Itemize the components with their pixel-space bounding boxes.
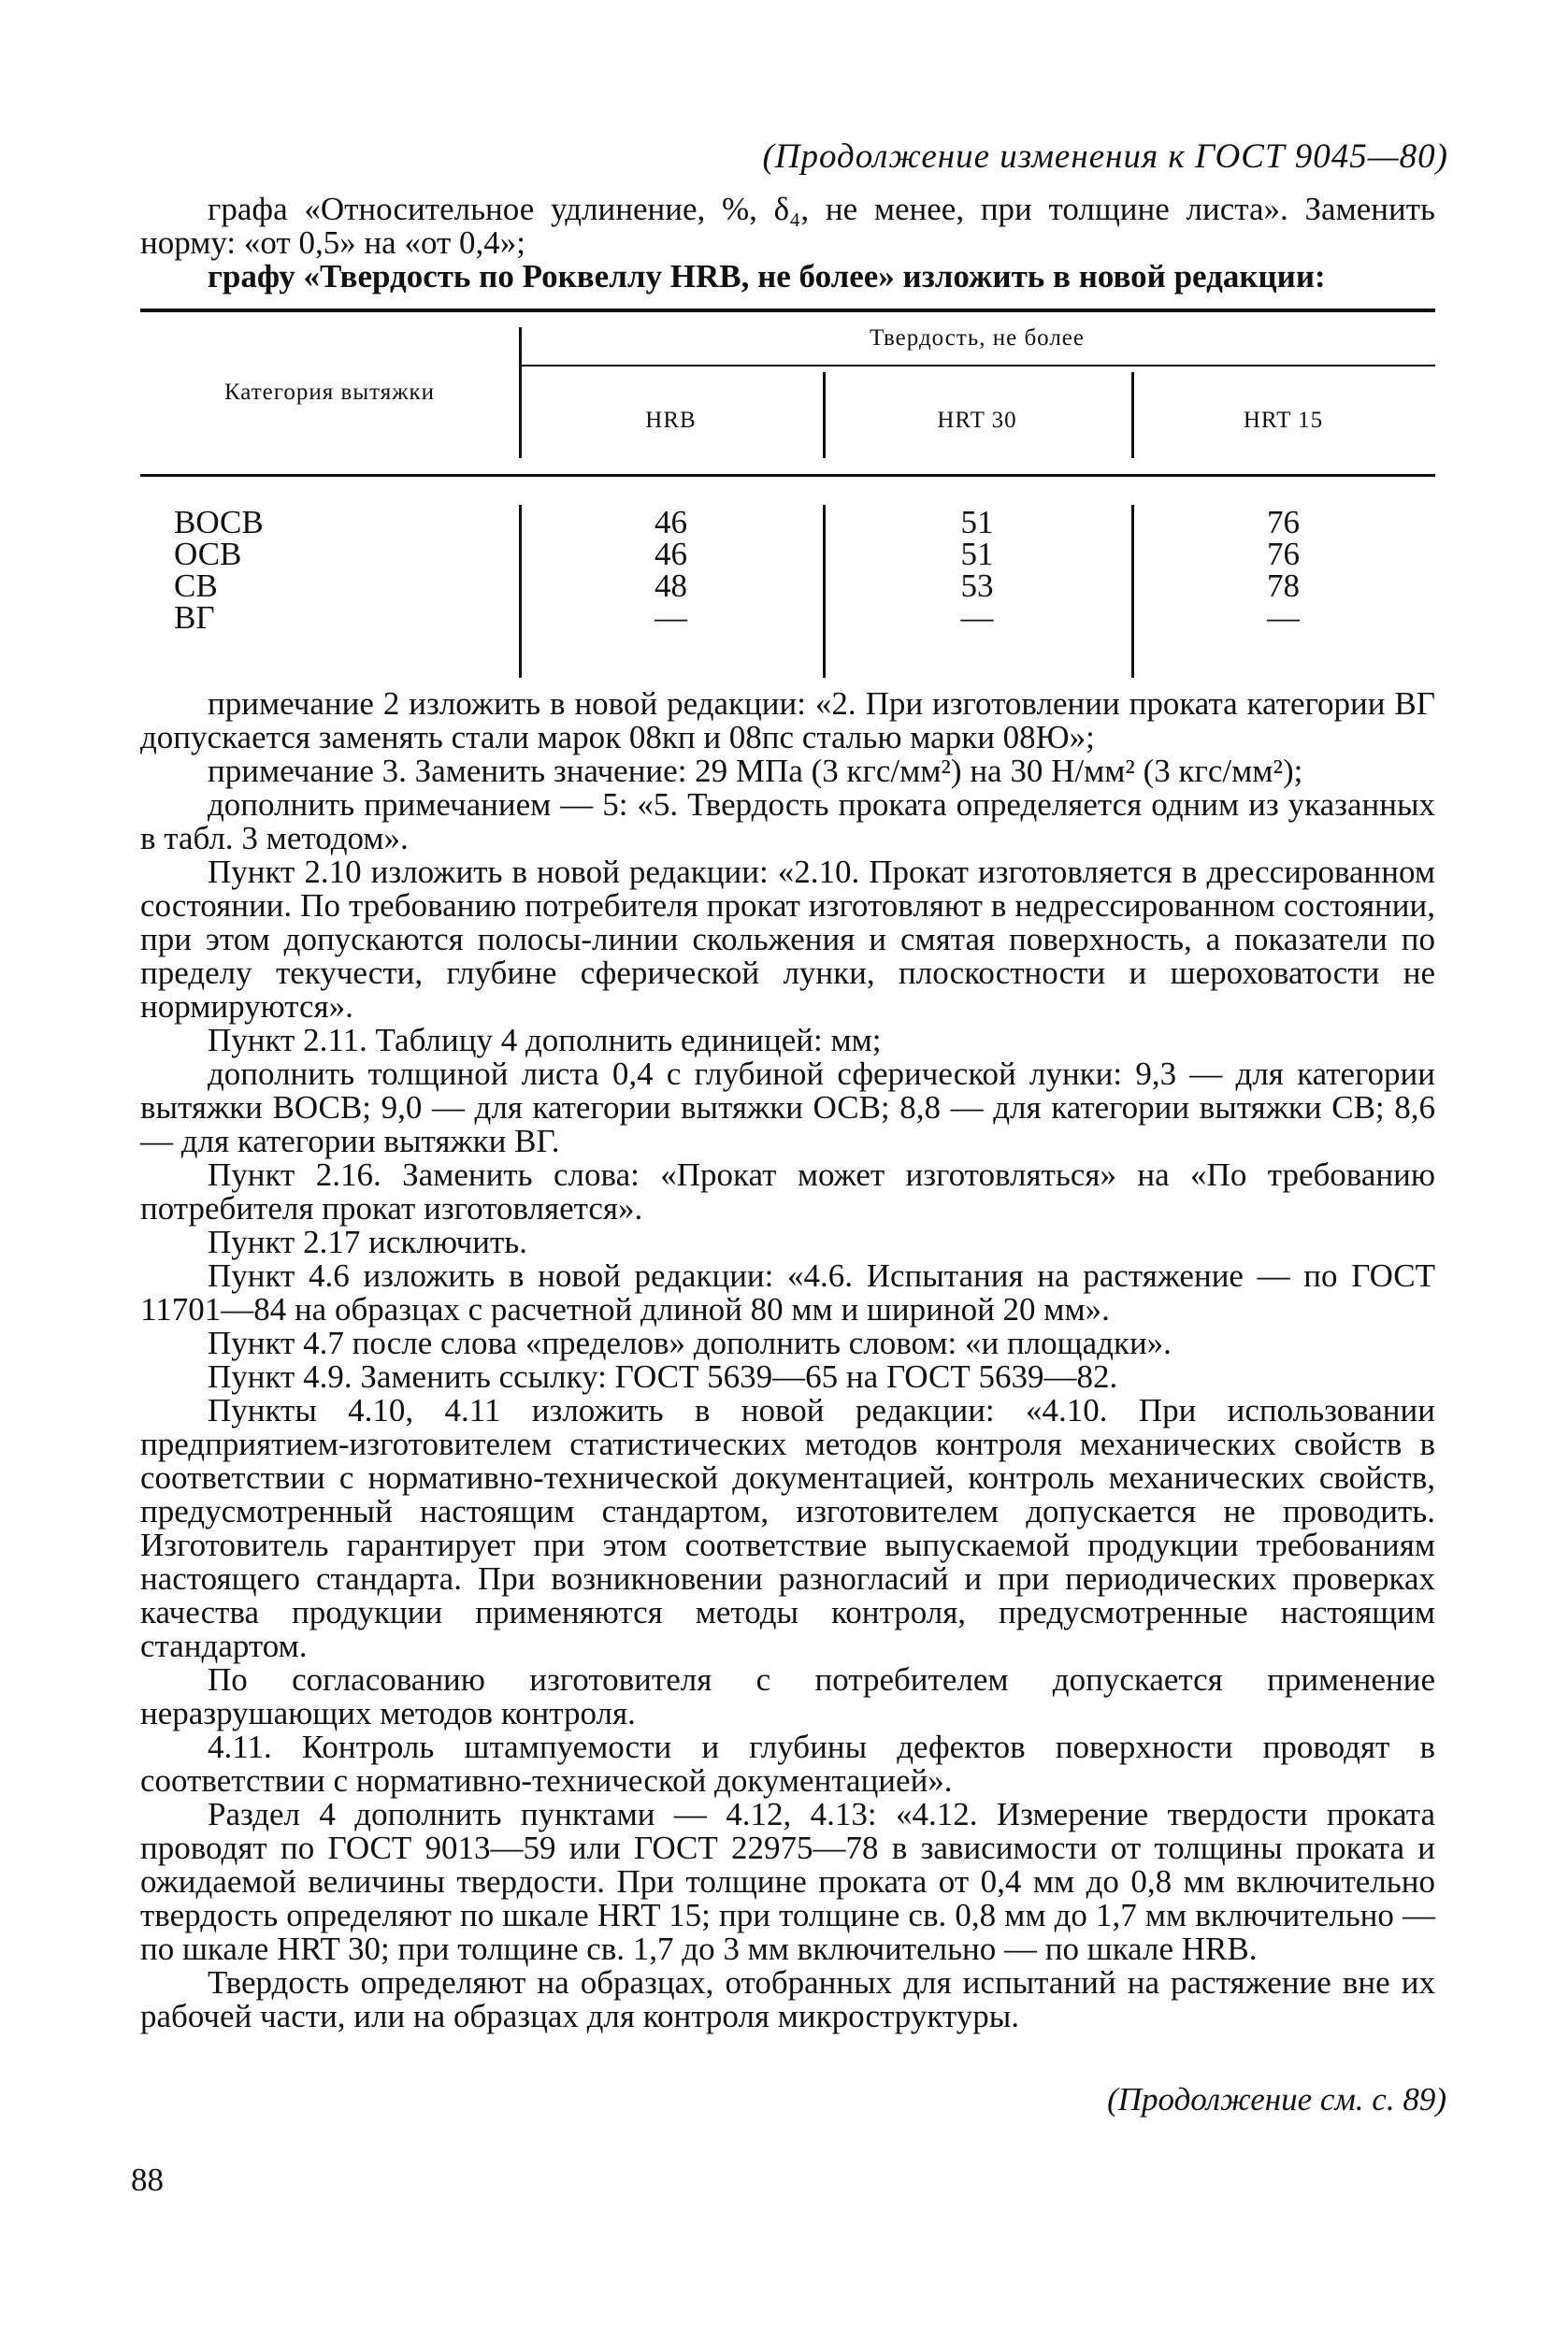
intro-paragraph: графа «Относительное удлинение, %, δ₄, не менее, при толщине листа». Заменить норму: «от 0,5» на «от 0,4»; (140, 191, 1435, 261)
continuation-note: (Продолжение см. с. 89) (1107, 2081, 1446, 2118)
paragraph: Пункт 4.9. Заменить ссылку: ГОСТ 5639—65 на ГОСТ 5639—82. (208, 1358, 1118, 1395)
table-cell: — (960, 599, 994, 636)
paragraph: Пункт 4.6 изложить в новой редакции: «4.6. Испытания на растяжение — по ГОСТ 11701—84 на образцах с расчетной длиной 80 мм и шириной 20 мм». (140, 1257, 1435, 1328)
paragraph: Пункты 4.10, 4.11 изложить в новой редакции: «4.10. При использовании предприятием-изготовителем статистических методов контроля механических свойств в соответствии с нормативно-технической документацией, контроль механических свойств, предусмотренный настоящим стандартом, изготовителем допускается не проводить. Изготовитель гарантирует при этом соответствие выпускаемой продукции требованиям настоящего стандарта. При возникновении разногласий и при периодических проверках качества продукции применяются методы контроля, предусмотренные настоящим стандартом. (140, 1392, 1435, 1664)
column-header: HRT 15 (1243, 408, 1324, 433)
table-cell: 76 (1267, 536, 1300, 572)
column-header: HRB (645, 408, 697, 433)
paragraph: Раздел 4 дополнить пунктами — 4.12, 4.13: «4.12. Измерение твердости проката проводят по ГОСТ 9013—59 или ГОСТ 22975—78 в зависимости от толщины проката и ожидаемой величины твердости. При толщине проката от 0,4 мм до 0,8 мм включительно твердость определяют по шкале HRT 15; при толщине св. 0,8 мм до 1,7 мм включительно — по шкале HRT 30; при толщине св. 1,7 до 3 мм включительно — по шкале HRB. (140, 1796, 1435, 1967)
intro-paragraph: графу «Твердость по Роквеллу HRB, не более» изложить в новой редакции: (208, 258, 1326, 294)
intro-text (140, 193, 1435, 294)
category-column (174, 504, 264, 636)
page-number: 88 (131, 2161, 164, 2198)
table-header-rule (140, 474, 1435, 477)
hrt15-column (1131, 504, 1435, 636)
page-header: (Продолжение изменения к ГОСТ 9045—80) (762, 137, 1448, 176)
hrt30-column (823, 504, 1131, 636)
paragraph: Пункт 4.7 после слова «пределов» дополнить словом: «и площадки». (208, 1325, 1172, 1361)
body-text (140, 687, 1435, 2033)
table-cell: 46 (655, 536, 687, 572)
table-cell: 51 (960, 504, 994, 540)
paragraph: дополнить примечанием — 5: «5. Твердость проката определяется одним из указанных в табл. 3 методом». (140, 786, 1435, 856)
hardness-table (140, 309, 1435, 682)
table-top-rule (140, 309, 1435, 312)
paragraph: По согласованию изготовителя с потребителем допускается применение неразрушающих методов контроля. (140, 1661, 1435, 1731)
table-subheader-rule (519, 365, 1435, 366)
table-cell: 78 (1267, 567, 1300, 604)
column-header: HRT 30 (937, 408, 1017, 433)
paragraph: Твердость определяют на образцах, отобранных для испытаний на растяжение вне их рабочей части, или на образцах для контроля микроструктуры. (140, 1964, 1435, 2034)
table-cell: ВОСВ (174, 504, 264, 540)
paragraph: примечание 3. Заменить значение: 29 МПа (3 кгс/мм²) на 30 Н/мм² (3 кгс/мм²); (208, 753, 1303, 789)
table-cell: СВ (174, 567, 218, 604)
table-cell: 51 (960, 536, 994, 572)
paragraph: Пункт 2.17 исключить. (208, 1224, 527, 1260)
row-header: Категория вытяжки (223, 380, 436, 405)
table-cell: 46 (655, 504, 687, 540)
paragraph: Пункт 2.16. Заменить слова: «Прокат может изготовляться» на «По требованию потребителя прокат изготовляется». (140, 1156, 1435, 1227)
table-cell: ВГ (174, 599, 215, 636)
table-cell: ОСВ (174, 536, 242, 572)
hrb-column (519, 504, 823, 636)
table-cell: 48 (655, 567, 687, 604)
table-cell: 76 (1267, 504, 1300, 540)
table-cell: — (1267, 599, 1300, 636)
paragraph: Пункт 2.11. Таблицу 4 дополнить единицей: мм; (208, 1022, 882, 1058)
paragraph: дополнить толщиной листа 0,4 с глубиной сферической лунки: 9,3 — для категории вытяжки ВОСВ; 9,0 — для категории вытяжки ОСВ; 8,8 — для категории вытяжки СВ; 8,6 — для категории вытяжки ВГ. (140, 1056, 1435, 1159)
group-header: Твердость, не более (870, 325, 1085, 351)
paragraph: Пункт 2.10 изложить в новой редакции: «2.10. Прокат изготовляется в дрессированном состоянии. По требованию потребителя прокат изготовляют в недрессированном состоянии, при этом допускаются полосы-линии скольжения и смятая поверхность, а показатели по пределу текучести, глубине сферической лунки, плоскостности и шероховатости не нормируются». (140, 854, 1435, 1025)
table-cell: — (655, 599, 687, 636)
table-cell: 53 (960, 567, 994, 604)
paragraph: 4.11. Контроль штампуемости и глубины дефектов поверхности проводят в соответствии с нормативно-технической документацией». (140, 1729, 1435, 1799)
paragraph: примечание 2 изложить в новой редакции: «2. При изготовлении проката категории ВГ допускается заменять стали марок 08кп и 08пс сталью марки 08Ю»; (140, 685, 1435, 755)
